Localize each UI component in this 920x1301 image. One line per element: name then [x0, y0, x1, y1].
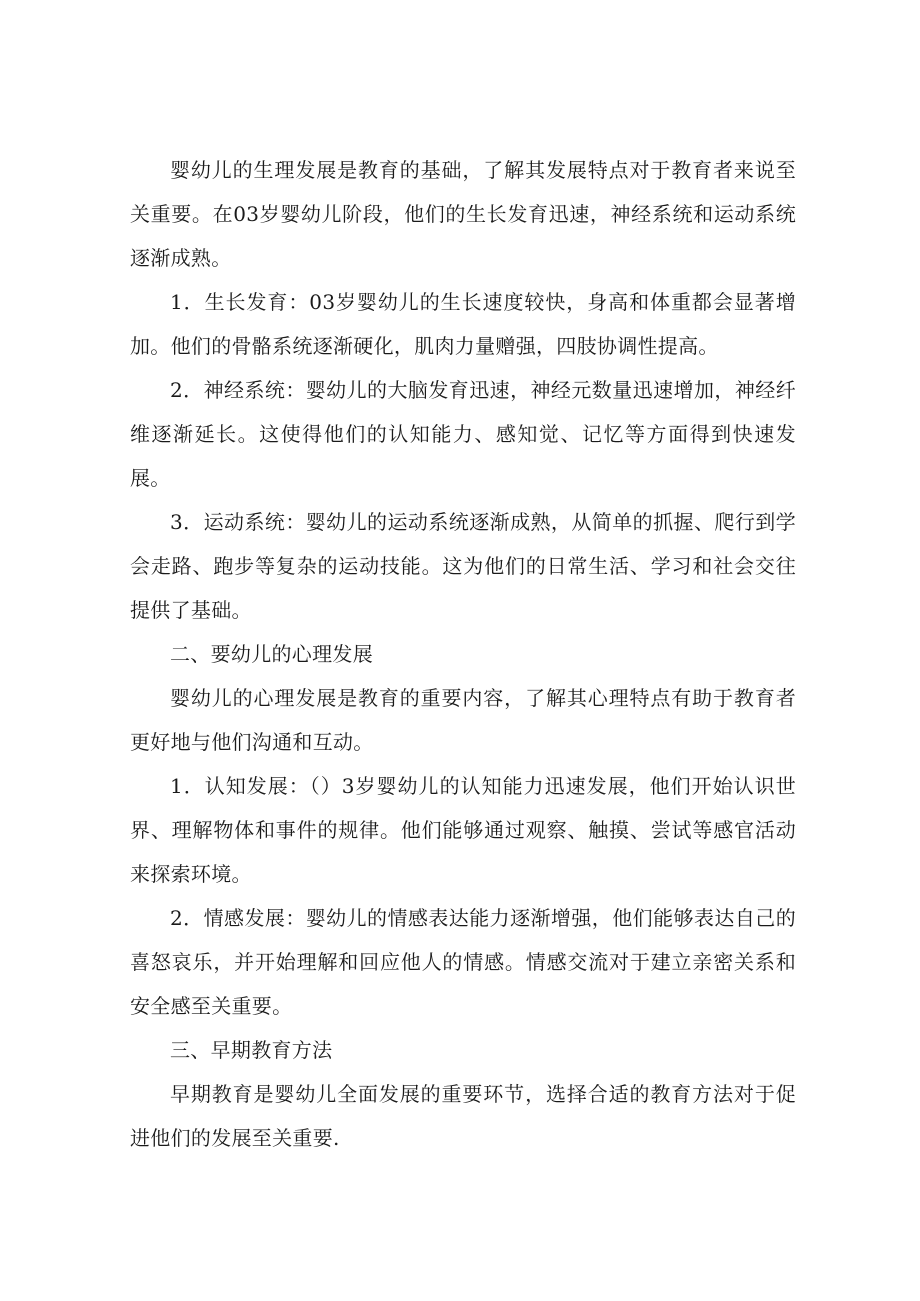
- paragraph-early-education-intro: 早期教育是婴幼儿全面发展的重要环节，选择合适的教育方法对于促进他们的发展至关重要.: [130, 1082, 796, 1150]
- document-body: [130, 148, 796, 1160]
- paragraph-physiological-intro: 婴幼儿的生理发展是教育的基础，了解其发展特点对于教育者来说至关重要。在03岁婴幼儿阶段，他们的生长发育迅速，神经系统和运动系统逐渐成熟。: [130, 158, 796, 270]
- paragraph-emotional: 2．情感发展：婴幼儿的情感表达能力逐渐增强，他们能够表达自己的喜怒哀乐，并开始理解和回应他人的情感。情感交流对于建立亲密关系和安全感至关重要。: [130, 906, 796, 1018]
- paragraph-psychological-intro: 婴幼儿的心理发展是教育的重要内容，了解其心理特点有助于教育者更好地与他们沟通和互动。: [130, 686, 796, 754]
- paragraph-growth: 1．生长发育：03岁婴幼儿的生长速度较快，身高和体重都会显著增加。他们的骨骼系统逐渐硬化，肌肉力量赠强，四肢协调性提高。: [130, 290, 796, 358]
- paragraph-cognitive: 1．认知发展：（）3岁婴幼儿的认知能力迅速发展，他们开始认识世界、理解物体和事件的规律。他们能够通过观察、触摸、尝试等感官活动来探索环境。: [130, 774, 796, 886]
- section-heading-psychological: 二、要幼儿的心理发展: [170, 642, 373, 666]
- paragraph-motor-system: 3．运动系统：婴幼儿的运动系统逐渐成熟，从简单的抓握、爬行到学会走路、跑步等复杂的运动技能。这为他们的日常生活、学习和社会交往提供了基础。: [130, 510, 796, 622]
- section-heading-early-education: 三、早期教育方法: [170, 1038, 333, 1062]
- paragraph-nervous-system: 2．神经系统：婴幼儿的大脑发育迅速，神经元数量迅速增加，神经纤维逐渐延长。这使得他们的认知能力、感知觉、记忆等方面得到快速发展。: [130, 378, 796, 490]
